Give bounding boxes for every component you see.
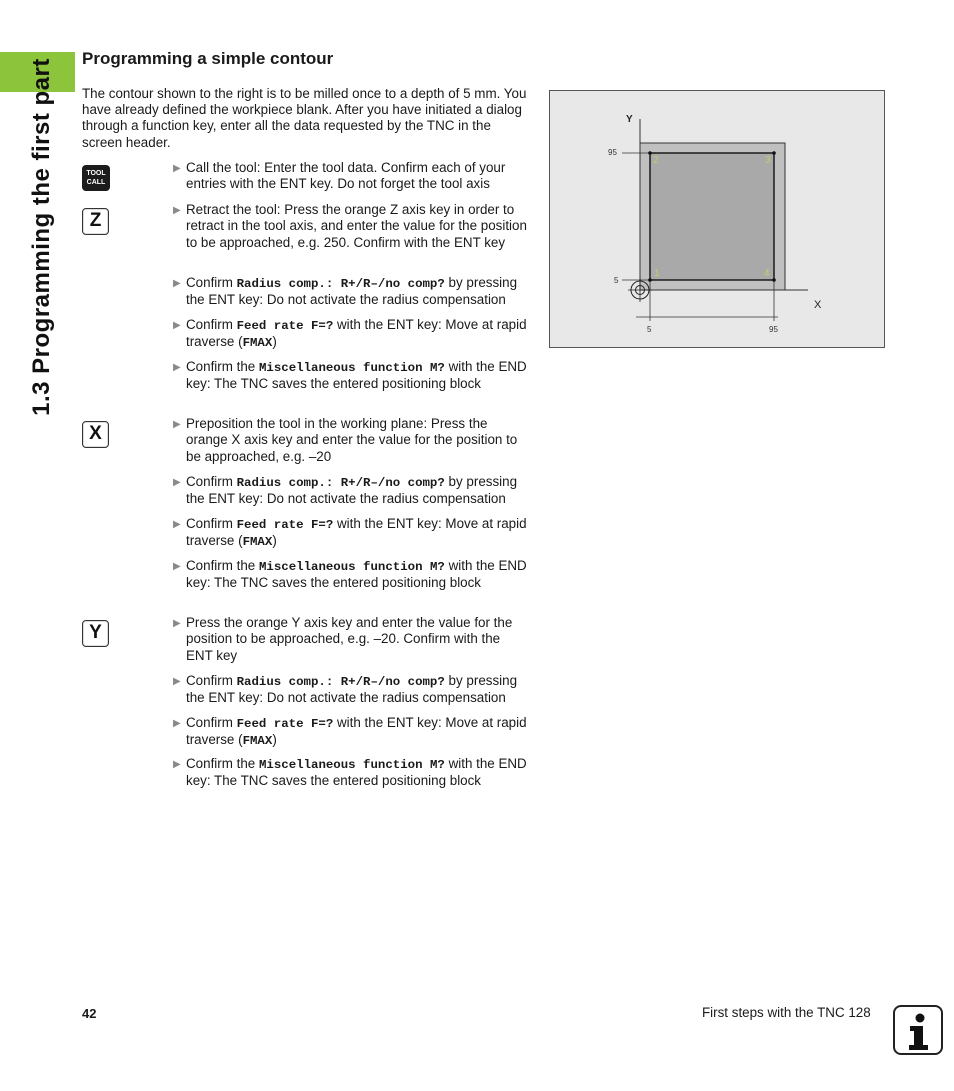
radius-prompt: Radius comp.: R+/R–/no comp? — [236, 476, 445, 490]
fmax-label: FMAX — [242, 336, 273, 351]
step-misc-function — [173, 756, 529, 790]
feed-prompt: Feed rate F=? — [236, 319, 334, 333]
step-feed-rate — [173, 715, 529, 750]
bullet-arrow-icon: ▶ — [173, 561, 181, 572]
step-tool-call — [173, 160, 529, 193]
contour-drawing — [550, 91, 884, 347]
tool-call-key-line2: CALL — [86, 179, 106, 186]
feed-instruction: with the ENT key: Move at rapid traverse ( — [186, 317, 527, 350]
z-axis-key-icon: Z — [82, 208, 109, 235]
step-y-preposition — [173, 615, 529, 664]
intro-paragraph: The contour shown to the right is to be milled once to a depth of 5 mm. You have already defined the workpiece blank. After you have initiated a dialog through a function key, enter all the data requested by the TNC in the screen header. — [82, 86, 527, 150]
bullet-arrow-icon: ▶ — [173, 759, 181, 770]
bullet-arrow-icon: ▶ — [173, 205, 181, 216]
misc-prompt: Miscellaneous function M? — [258, 560, 445, 574]
misc-instruction: with the END key: The TNC saves the entered positioning block — [186, 756, 527, 789]
bullet-arrow-icon: ▶ — [173, 419, 181, 430]
close-paren: ) — [272, 533, 277, 549]
y-axis-label: Y — [626, 114, 633, 125]
footer-title: First steps with the TNC 128 — [702, 1005, 871, 1020]
bullet-arrow-icon: ▶ — [173, 320, 181, 331]
bullet-arrow-icon: ▶ — [173, 278, 181, 289]
step-radius-comp — [173, 275, 529, 309]
step-text: Retract the tool: Press the orange Z axis key in order to retract in the tool axis, and enter the value for the position to be approached, e.g. 250. Confirm with the ENT key — [186, 202, 527, 250]
y-axis-key-icon: Y — [82, 620, 109, 647]
bullet-arrow-icon: ▶ — [173, 477, 181, 488]
step-text: Preposition the tool in the working plane: Press the orange X axis key and enter the value for the position to be approached, e.g. –20 — [186, 416, 518, 464]
x-axis-label: X — [814, 299, 822, 311]
close-paren: ) — [272, 732, 277, 748]
step-feed-rate — [173, 317, 529, 352]
radius-instruction: by pressing the ENT key: Do not activate the radius compensation — [186, 474, 518, 507]
point-label-3: 3 — [765, 155, 771, 166]
tool-call-key-line1: TOOL — [86, 170, 106, 177]
confirm-label: Confirm — [186, 715, 233, 730]
feed-instruction: with the ENT key: Move at rapid traverse ( — [186, 516, 527, 549]
bullet-arrow-icon: ▶ — [173, 362, 181, 373]
corner-dot — [648, 278, 652, 282]
feed-instruction: with the ENT key: Move at rapid traverse ( — [186, 715, 527, 748]
misc-instruction: with the END key: The TNC saves the entered positioning block — [186, 558, 527, 591]
misc-prompt: Miscellaneous function M? — [258, 361, 445, 375]
bullet-arrow-icon: ▶ — [173, 676, 181, 687]
confirm-label: Confirm — [186, 317, 233, 332]
info-glyph — [895, 1007, 941, 1053]
confirm-label: Confirm — [186, 516, 233, 531]
radius-prompt: Radius comp.: R+/R–/no comp? — [236, 675, 445, 689]
corner-dot — [648, 151, 652, 155]
confirm-label: Confirm — [186, 275, 233, 290]
x-tick-5: 5 — [647, 325, 652, 334]
feed-prompt: Feed rate F=? — [236, 518, 334, 532]
point-label-1: 1 — [654, 268, 660, 279]
contour-rectangle — [650, 153, 774, 280]
step-radius-comp — [173, 474, 529, 508]
feed-prompt: Feed rate F=? — [236, 717, 334, 731]
radius-instruction: by pressing the ENT key: Do not activate the radius compensation — [186, 275, 518, 308]
corner-dot — [772, 151, 776, 155]
page-number: 42 — [82, 1006, 97, 1021]
fmax-label: FMAX — [242, 734, 273, 749]
bullet-arrow-icon: ▶ — [173, 519, 181, 530]
bullet-arrow-icon: ▶ — [173, 718, 181, 729]
corner-dot — [772, 278, 776, 282]
radius-instruction: by pressing the ENT key: Do not activate the radius compensation — [186, 673, 518, 706]
fmax-label: FMAX — [242, 535, 273, 550]
confirm-label: Confirm — [186, 673, 233, 688]
y-tick-95: 95 — [608, 148, 617, 157]
step-text: Press the orange Y axis key and enter the value for the position to be approached, e.g. –20. Confirm with the ENT key — [186, 615, 513, 663]
step-misc-function — [173, 359, 529, 393]
step-feed-rate — [173, 516, 529, 551]
x-tick-95: 95 — [769, 325, 778, 334]
step-radius-comp — [173, 673, 529, 707]
radius-prompt: Radius comp.: R+/R–/no comp? — [236, 277, 445, 291]
misc-instruction: with the END key: The TNC saves the entered positioning block — [186, 359, 527, 392]
y-tick-5: 5 — [614, 276, 619, 285]
chapter-title-vertical — [22, 52, 62, 422]
point-label-2: 2 — [653, 155, 659, 166]
info-icon — [893, 1005, 943, 1055]
step-z-retract — [173, 202, 529, 251]
bullet-arrow-icon: ▶ — [173, 163, 181, 174]
point-label-4: 4 — [764, 268, 770, 279]
confirm-label: Confirm — [186, 474, 233, 489]
tool-call-key-icon — [82, 165, 110, 191]
x-axis-key-icon: X — [82, 421, 109, 448]
step-x-preposition — [173, 416, 529, 465]
step-misc-function — [173, 558, 529, 592]
step-text: Call the tool: Enter the tool data. Confirm each of your entries with the ENT key. Do not forget the tool axis — [186, 160, 506, 192]
confirm-label: Confirm the — [186, 756, 256, 771]
misc-prompt: Miscellaneous function M? — [258, 758, 445, 772]
bullet-arrow-icon: ▶ — [173, 618, 181, 629]
confirm-label: Confirm the — [186, 558, 256, 573]
confirm-label: Confirm the — [186, 359, 256, 374]
contour-figure — [549, 90, 885, 348]
section-title: Programming a simple contour — [82, 49, 334, 68]
close-paren: ) — [272, 334, 277, 350]
chapter-title: 1.3 Programming the first part — [28, 58, 55, 416]
